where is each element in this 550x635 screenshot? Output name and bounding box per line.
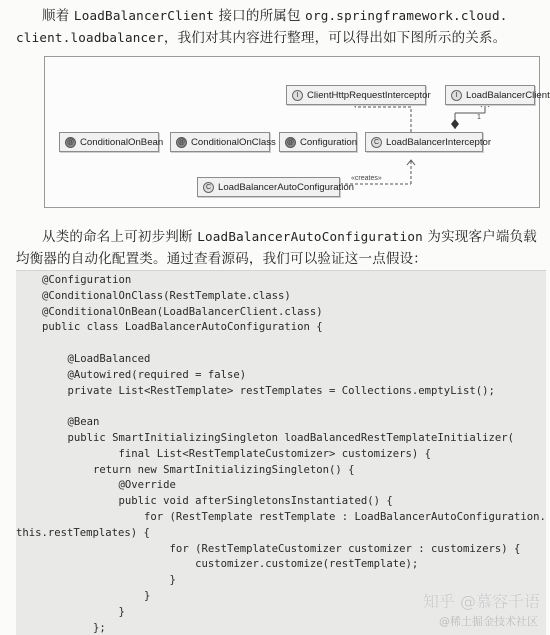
intro-text-3: ，我们对其内容进行整理，可以得出如下图所示的关系。 [163, 30, 507, 46]
intro-code-loadbalancerclient: LoadBalancerClient [73, 8, 214, 23]
code-line: this.restTemplates) { [16, 526, 150, 539]
box-label: ConditionalOnBean [80, 136, 164, 148]
code-line: } [42, 574, 176, 587]
code-line: @LoadBalanced [42, 353, 151, 365]
box-label: LoadBalancerInterceptor [386, 136, 492, 148]
creates-label: «creates» [351, 175, 382, 182]
para2-code-autoconfig: LoadBalancerAutoConfiguration [197, 229, 423, 244]
box-conditional-on-class [170, 132, 276, 152]
intro-text-2: 接口的所属包 [213, 8, 306, 24]
class-diagram [44, 56, 550, 208]
second-paragraph [16, 226, 542, 270]
interface-badge-icon: I [451, 90, 462, 101]
code-line: @Override [42, 479, 176, 492]
intro-paragraph [16, 5, 542, 49]
code-line: @Autowired(required = false) [42, 368, 247, 381]
code-block [16, 270, 546, 635]
code-line: for (RestTemplateCustomizer customizer : customizers) { [42, 542, 521, 555]
para2-text-1: 从类的命名上可初步判断 [42, 229, 198, 245]
code-line: public SmartInitializingSingleton loadBalancedRestTemplateInitializer( [42, 432, 514, 444]
class-badge-icon: C [203, 182, 214, 193]
box-conditional-on-bean [59, 132, 164, 152]
code-line: }; [42, 621, 106, 634]
code-line: public class LoadBalancerAutoConfiguration { [42, 321, 323, 334]
code-line: customizer.customize(restTemplate); [42, 558, 419, 571]
code-line: @ConditionalOnBean(LoadBalancerClient.class) [42, 305, 323, 318]
interface-badge-icon: I [292, 90, 303, 101]
code-line: @ConditionalOnClass(RestTemplate.class) [42, 289, 291, 302]
watermark-sub: @稀土掘金技术社区 [439, 615, 538, 628]
code-line: @Bean [42, 416, 100, 429]
box-client-http-request-interceptor [286, 85, 431, 105]
code-line: private List<RestTemplate> restTemplates = Collections.emptyList(); [42, 384, 495, 397]
annotation-badge-icon: @ [177, 138, 186, 146]
box-load-balancer-auto-configuration [197, 177, 355, 197]
multiplicity-label: 1 [477, 114, 481, 121]
code-line: for (RestTemplate restTemplate : LoadBalancerAutoConfiguration. [42, 511, 546, 523]
code-line: public void afterSingletonsInstantiated() { [42, 495, 393, 508]
annotation-badge-icon: @ [66, 138, 75, 146]
code-line: } [42, 590, 151, 602]
intro-code-package-1: org.springframework.cloud. [305, 8, 508, 23]
intro-text-1: 顺着 [42, 8, 74, 24]
code-line: @Configuration [42, 274, 132, 286]
box-configuration [279, 132, 357, 152]
intro-code-package-2: client.loadbalancer [16, 30, 164, 45]
box-label: LoadBalancerClient [466, 89, 550, 101]
association-diamond [451, 119, 459, 129]
para2-text-2: 为实现客户端负载 [422, 229, 537, 245]
box-load-balancer-client [445, 85, 550, 105]
annotation-badge-icon: @ [286, 138, 295, 146]
class-badge-icon: C [371, 137, 382, 148]
box-label: LoadBalancerAutoConfiguration [218, 181, 355, 193]
box-label: ClientHttpRequestInterceptor [307, 89, 431, 101]
para2-line-2: 均衡器的自动化配置类。通过查看源码，我们可以验证这一点假设： [16, 251, 427, 267]
code-line: return new SmartInitializingSingleton() { [42, 463, 355, 476]
box-label: Configuration [300, 136, 358, 148]
box-load-balancer-interceptor [365, 132, 492, 152]
box-label: ConditionalOnClass [191, 136, 276, 148]
watermark: 知乎 @慕容千语 [422, 592, 540, 611]
code-line: final List<RestTemplateCustomizer> customizers) { [42, 447, 432, 460]
code-line: } [42, 605, 125, 618]
